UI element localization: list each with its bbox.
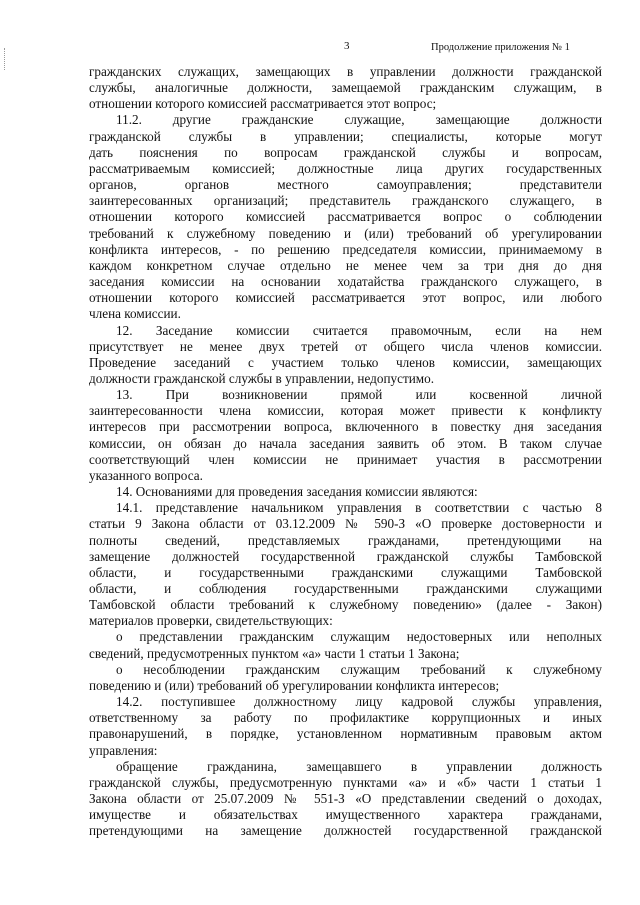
text-line: области, и соблюдения государственными гражданскими служащими — [89, 581, 602, 596]
text-line: указанного вопроса. — [89, 467, 203, 483]
margin-mark — [4, 48, 9, 70]
text-line: Закона области от 25.07.2009 № 551-З «О представлении сведений о доходах, — [89, 791, 602, 807]
text-line: заинтересованности члена комиссии, которая может привести к конфликту — [89, 403, 602, 419]
text-line: правонарушений, в порядке, установленном нормативным правовым актом — [89, 726, 602, 742]
text-line: имуществе и обязательствах имущественного характера гражданами, — [89, 807, 602, 823]
text-line: заинтересованных организаций; представитель гражданского служащего, в — [89, 193, 602, 209]
text-line: дать пояснения по вопросам гражданской службы и вопросам, — [89, 144, 602, 160]
text-line: статьи 9 Закона области от 03.12.2009 № 590-З «О проверке достоверности и — [89, 516, 602, 532]
text-line: интересов при рассмотрении вопроса, включенного в повестку дня заседания — [89, 419, 602, 435]
text-line: 14.1. представление начальником управления в соответствии с частью 8 — [116, 500, 602, 516]
text-line: должности гражданской службы в управлении, недопустимо. — [89, 370, 435, 386]
text-line: управления: — [89, 742, 158, 758]
text-line: органов, органов местного самоуправления; представители — [89, 177, 602, 193]
text-line: отношении которого комиссией рассматривается вопрос о соблюдении — [89, 209, 602, 225]
text-line: конфликта интересов, - по решению председателя комиссии, принимаемому в — [89, 241, 602, 257]
text-line: отношении которого комиссией рассматривается этот вопрос, или любого — [89, 290, 602, 306]
text-line: члена комиссии. — [89, 306, 181, 322]
page-number: 3 — [344, 40, 350, 52]
text-line: Проведение заседаний с участием только членов комиссии, замещающих — [89, 354, 602, 370]
text-line: гражданской службы, предусмотренную пунктами «а» и «б» части 1 статьи 1 — [89, 774, 602, 790]
text-line: 12. Заседание комиссии считается правомочным, если на нем — [116, 322, 602, 338]
text-line: о несоблюдении гражданским служащим требований к служебному — [116, 661, 602, 677]
text-line: полноты сведений, представляемых гражданами, претендующими на — [89, 532, 602, 548]
text-line: сведений, предусмотренных пунктом «а» части 1 статьи 1 Закона; — [89, 645, 460, 661]
appendix-note: Продолжение приложения № 1 — [431, 42, 570, 53]
text-line: 14.2. поступившее должностному лицу кадровой службы управления, — [116, 694, 602, 710]
text-line: поведению и (или) требований об урегулировании конфликта интересов; — [89, 677, 500, 693]
text-line: заседания комиссии на основании ходатайства гражданского служащего, в — [89, 274, 602, 290]
text-line: комиссии, он обязан до начала заседания заявить об этом. В таком случае — [89, 435, 602, 451]
text-line: 11.2. другие гражданские служащие, замещающие должности — [116, 112, 602, 128]
text-line: 13. При возникновении прямой или косвенной личной — [116, 387, 602, 403]
text-line: каждом конкретном случае отдельно не менее чем за три дня до дня — [89, 257, 602, 273]
text-line: замещение должностей государственной гражданской службы Тамбовской — [89, 548, 602, 564]
text-line: претендующими на замещение должностей государственной гражданской — [89, 823, 602, 839]
text-line: 14. Основаниями для проведения заседания комиссии являются: — [116, 484, 478, 500]
text-line: отношении которого комиссией рассматривается этот вопрос; — [89, 96, 437, 112]
document-body — [89, 64, 602, 840]
text-line: рассматриваемым комиссией; должностные лица других государственных — [89, 160, 602, 176]
text-line: гражданских служащих, замещающих в управлении должности гражданской — [89, 64, 602, 79]
text-line: ответственному за работу по профилактике коррупционных и иных — [89, 710, 602, 726]
text-line: Тамбовской области требований к служебному поведению» (далее - Закон) — [89, 597, 602, 613]
text-line: о представлении гражданским служащим недостоверных или неполных — [116, 629, 602, 645]
text-line: присутствует не менее двух третей от общего числа членов комиссии. — [89, 338, 602, 354]
text-line: требований к служебному поведению и (или) требований об урегулировании — [89, 225, 602, 241]
text-line: службы, аналогичные должности, замещаемой гражданским служащим, в — [89, 80, 602, 96]
text-line: обращение гражданина, замещавшего в управлении должность — [116, 758, 602, 774]
text-line: гражданской службы в управлении; специалисты, которые могут — [89, 128, 602, 144]
text-line: соответствующий член комиссии не принимает участия в рассмотрении — [89, 451, 602, 467]
text-line: области, и государственными гражданскими служащими Тамбовской — [89, 564, 602, 580]
text-line: материалов проверки, свидетельствующих: — [89, 613, 333, 629]
